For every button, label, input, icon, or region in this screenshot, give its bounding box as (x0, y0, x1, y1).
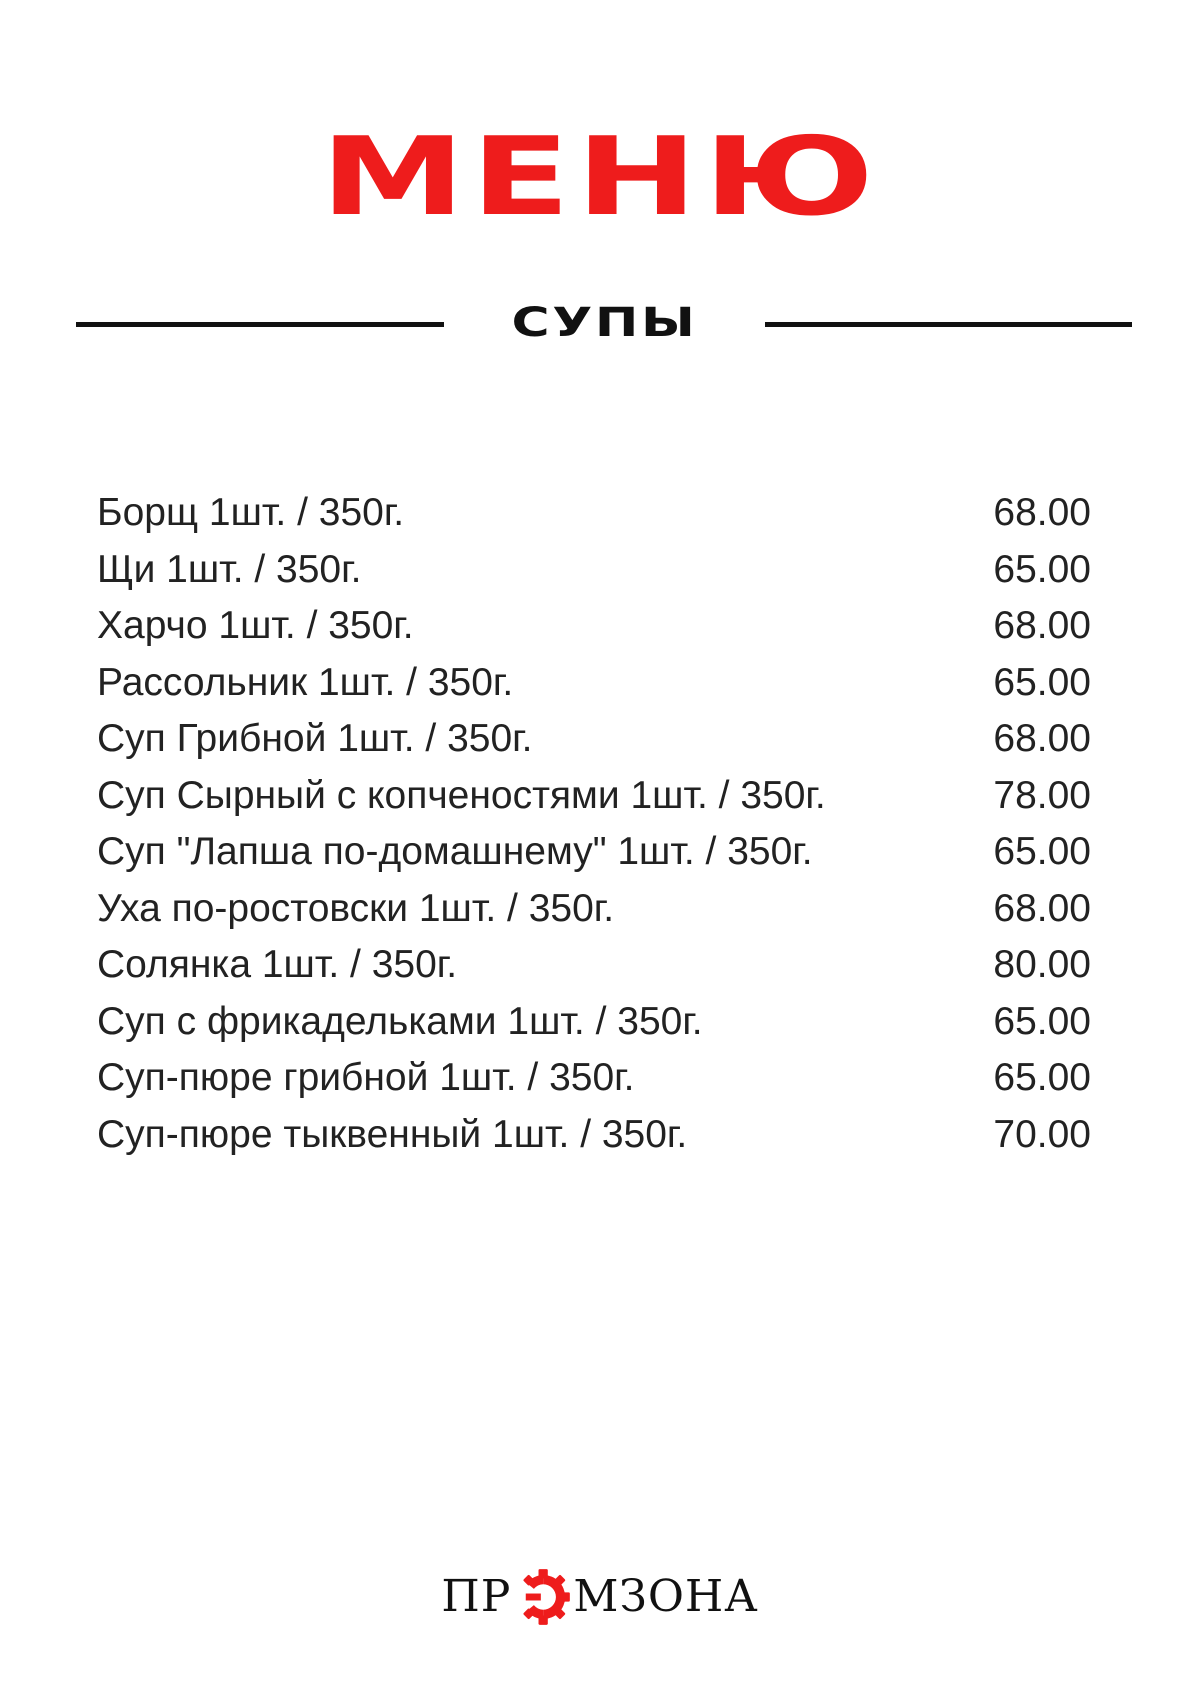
item-name: Рассольник 1шт. / 350г. (97, 660, 514, 704)
item-name: Суп Сырный с копченостями 1шт. / 350г. (97, 773, 826, 817)
item-price: 68.00 (993, 886, 1091, 930)
logo-text-end: МЗОНА (573, 1571, 759, 1622)
divider-left (76, 322, 444, 327)
logo-text-start: ПР (441, 1571, 512, 1622)
item-price: 68.00 (993, 491, 1091, 534)
item-price: 65.00 (993, 830, 1091, 873)
menu-item (97, 711, 1091, 768)
section-header (0, 298, 1200, 348)
menu-item (97, 485, 1091, 542)
item-name: Суп-пюре тыквенный 1шт. / 350г. (97, 1112, 688, 1156)
item-name: Солянка 1шт. / 350г. (97, 943, 458, 986)
item-price: 68.00 (993, 717, 1091, 760)
menu-item (97, 542, 1091, 599)
item-price: 65.00 (993, 1056, 1091, 1099)
item-price: 65.00 (993, 660, 1091, 704)
item-name: Уха по-ростовски 1шт. / 350г. (97, 886, 615, 930)
item-price: 78.00 (993, 773, 1091, 817)
item-name: Харчо 1шт. / 350г. (97, 604, 414, 647)
item-price: 65.00 (993, 547, 1091, 591)
divider-right (765, 322, 1132, 327)
menu-list (97, 485, 1091, 1163)
menu-title: МЕНЮ (320, 115, 880, 240)
menu-item (97, 1107, 1091, 1164)
menu-item (97, 768, 1091, 825)
item-price: 65.00 (993, 999, 1091, 1043)
menu-item (97, 824, 1091, 881)
menu-item (97, 655, 1091, 712)
item-name: Борщ 1шт. / 350г. (97, 491, 405, 534)
item-price: 80.00 (993, 943, 1091, 986)
item-name: Щи 1шт. / 350г. (97, 547, 362, 591)
menu-item (97, 598, 1091, 655)
item-name: Суп "Лапша по-домашнему" 1шт. / 350г. (97, 830, 813, 873)
menu-item (97, 881, 1091, 938)
menu-item (97, 937, 1091, 994)
item-price: 70.00 (993, 1112, 1091, 1156)
brand-logo (0, 1562, 1200, 1632)
item-name: Суп-пюре грибной 1шт. / 350г. (97, 1056, 635, 1099)
item-name: Суп Грибной 1шт. / 350г. (97, 717, 533, 760)
section-title: СУПЫ (511, 300, 698, 346)
menu-item (97, 1050, 1091, 1107)
gear-icon (513, 1568, 571, 1626)
item-price: 68.00 (993, 604, 1091, 647)
item-name: Суп с фрикадельками 1шт. / 350г. (97, 999, 703, 1043)
menu-item (97, 994, 1091, 1051)
